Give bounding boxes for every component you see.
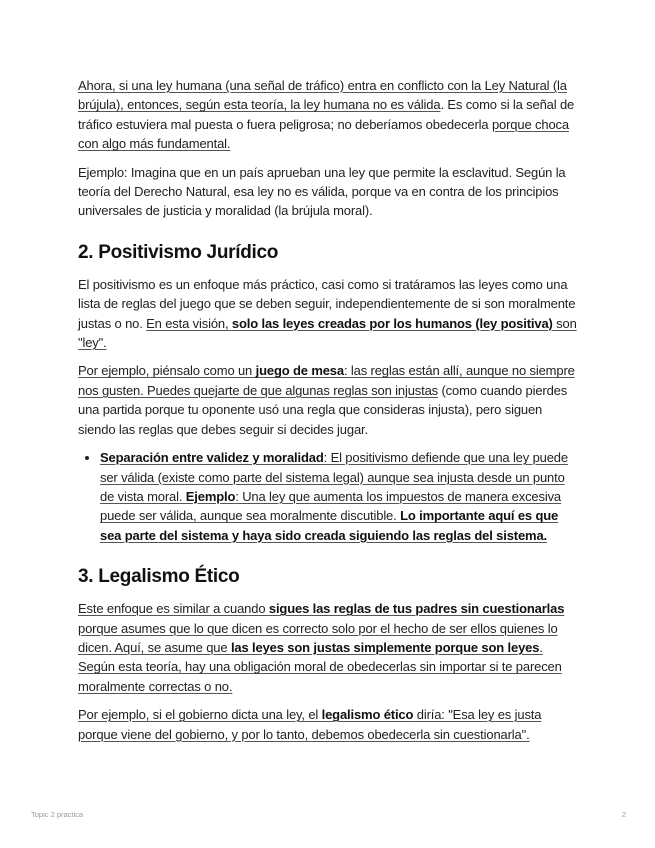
paragraph-example-slavery bbox=[78, 163, 578, 221]
heading-positivismo-juridico: 2. Positivismo Jurídico bbox=[78, 241, 279, 263]
footer-document-title: Topic 2 practica bbox=[31, 810, 84, 819]
bullet-list bbox=[78, 448, 578, 545]
list-item bbox=[100, 448, 578, 545]
text-span: : El positivismo defiende que una ley puede ser válida (existe como parte del sistema legal) aunque sea injusta desde un punto de vista moral. bbox=[100, 450, 568, 504]
text-span: son "ley". bbox=[78, 315, 577, 351]
text-span: . Es como si la señal de tráfico estuviera mal puesta o fuera peligrosa; no deberíamos obedecerla bbox=[78, 97, 575, 132]
paragraph-natural-law-conflict bbox=[78, 76, 578, 154]
text-span: Ejemplo: Imagina que en un país aprueban una ley que permite la esclavitud. Según la teoría del Derecho Natural, esa ley no es válida, porque va en contra de los principios universales de justicia y moralidad (la brújula moral). bbox=[78, 164, 566, 219]
paragraph-government-example bbox=[78, 705, 578, 744]
bold-text: sigues las reglas de tus padres sin cuestionarlas bbox=[268, 601, 565, 617]
text-span: Por ejemplo, piénsalo como un bbox=[78, 363, 256, 379]
bold-text: juego de mesa bbox=[255, 363, 344, 379]
text-span: . Según esta teoría, hay una obligación moral de obedecerlas sin importar si te parecen moralmente correctas o no. bbox=[78, 639, 562, 694]
text-span: Este enfoque es similar a cuando bbox=[78, 601, 269, 617]
bold-text: las leyes son justas simplemente porque son leyes bbox=[230, 639, 540, 655]
underlined-text: Ahora, si una ley humana (una señal de tráfico) entra en conflicto con la Ley Natural (la brújula), entonces, según esta teoría, la ley humana no es válida bbox=[78, 78, 567, 113]
bold-text: Ejemplo bbox=[185, 488, 236, 504]
text-span: porque asumes que lo que dicen es correcto solo por el hecho de ser ellos quienes lo dicen. Aquí, se asume que bbox=[78, 620, 558, 655]
footer-page-number: 2 bbox=[621, 810, 626, 819]
underlined-text bbox=[78, 707, 541, 741]
text-span: : Una ley que aumenta los impuestos de manera excesiva puede ser válida, aunque sea moralmente discutible. bbox=[100, 488, 562, 524]
paragraph-board-game-example bbox=[78, 361, 578, 439]
paragraph-ethical-legalism-intro bbox=[78, 599, 578, 696]
text-span: : las reglas están allí, aunque no siempre nos gusten. Puedes quejarte de que algunas reglas son injustas bbox=[78, 363, 575, 398]
bold-text: Lo importante aquí es que sea parte del sistema y haya sido creada siguiendo las reglas del sistema. bbox=[100, 508, 559, 543]
bold-text: solo las leyes creadas por los humanos (ley positiva) bbox=[231, 315, 553, 331]
text-span: En esta visión, bbox=[146, 315, 232, 331]
underlined-text bbox=[78, 316, 577, 350]
underlined-text: porque choca con algo más fundamental. bbox=[78, 116, 569, 152]
text-span: Por ejemplo, si el gobierno dicta una ley, el bbox=[78, 707, 322, 723]
heading-legalismo-etico: 3. Legalismo Ético bbox=[78, 566, 240, 588]
text-span: (como cuando pierdes una partida porque tu oponente usó una regla que consideras injusta), pero siguen siendo las reglas que debes seguir si decides jugar. bbox=[78, 382, 568, 437]
bold-text: legalismo ético bbox=[321, 707, 414, 723]
underlined-text bbox=[100, 450, 568, 543]
text-span: El positivismo es un enfoque más práctico, casi como si tratáramos las leyes como una lista de reglas del juego que se deben seguir, independientemente de si son moralmente justas o no. bbox=[78, 276, 576, 331]
underlined-text bbox=[78, 601, 564, 694]
text-span: diría: "Esa ley es justa porque viene del gobierno, y por lo tanto, debemos obedecerla sin cuestionarla". bbox=[78, 707, 542, 742]
paragraph-positivism-intro bbox=[78, 275, 578, 353]
bold-text: Separación entre validez y moralidad bbox=[100, 450, 324, 466]
document-page bbox=[78, 76, 578, 753]
